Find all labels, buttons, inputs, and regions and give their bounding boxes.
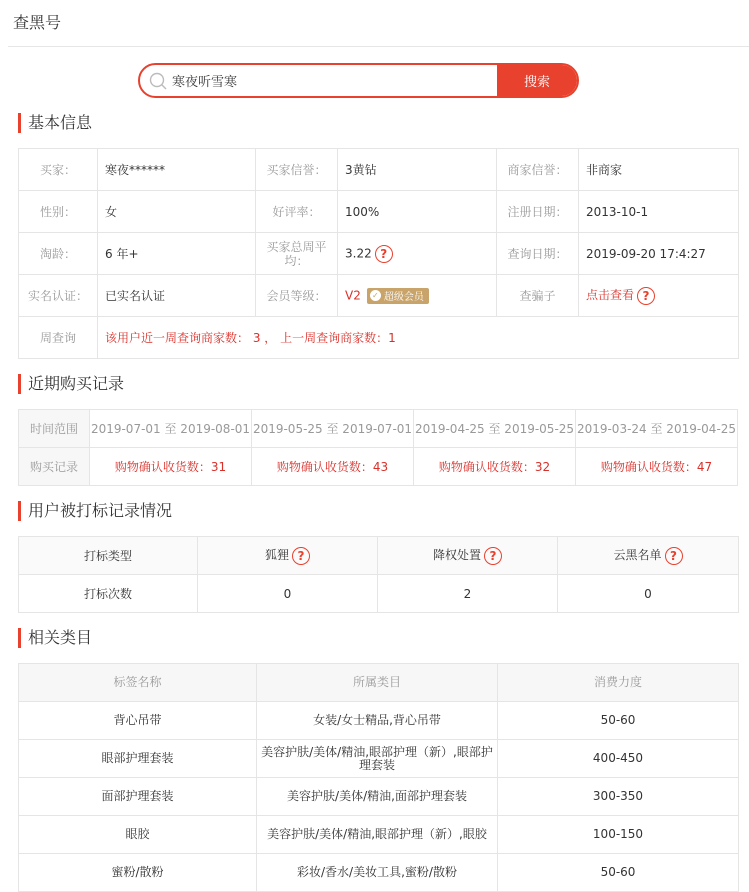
buyer-credit-label: 买家信誉： xyxy=(256,149,338,191)
mark-value-demote: 2 xyxy=(378,575,558,613)
reg-date-value: 2013-10-1 xyxy=(579,191,739,233)
range-cell: 2019-05-25 至 2019-07-01 xyxy=(252,410,414,448)
category-tag: 眼部护理套装 xyxy=(19,740,257,778)
mark-header-text: 狐狸 xyxy=(264,548,289,563)
member-badge-text: 超级会员 xyxy=(383,292,424,303)
range-cell: 2019-07-01 至 2019-08-01 xyxy=(90,410,252,448)
basic-info-table xyxy=(18,148,739,359)
age-value: 6 年+ xyxy=(98,233,256,275)
category-spend: 300-350 xyxy=(498,778,739,816)
category-spend: 50-60 xyxy=(498,702,739,740)
table-row xyxy=(19,816,739,854)
mark-header: 打标类型 xyxy=(19,537,198,575)
table-row xyxy=(19,854,739,892)
scam-cell xyxy=(579,275,739,317)
praise-label: 好评率： xyxy=(256,191,338,233)
section-title-recent: 近期购买记录 xyxy=(18,374,124,394)
search-icon xyxy=(140,65,170,96)
mark-header-blacklist xyxy=(558,537,739,575)
category-spend: 50-60 xyxy=(498,854,739,892)
check-icon: ✓ xyxy=(370,290,381,301)
gender-label: 性别： xyxy=(19,191,98,233)
help-icon[interactable]: ? xyxy=(637,287,655,305)
buyer-credit-value: 3黄钻 xyxy=(338,149,497,191)
scam-check-label: 查骗子 xyxy=(497,275,579,317)
range-label: 时间范围 xyxy=(19,410,90,448)
range-cell: 2019-03-24 至 2019-04-25 xyxy=(576,410,738,448)
scam-check-link[interactable]: 点击查看 xyxy=(586,288,635,303)
category-path: 彩妆/香水/美妆工具,蜜粉/散粉 xyxy=(257,854,498,892)
mark-record-table xyxy=(18,536,739,613)
section-title-category: 相关类目 xyxy=(18,628,92,648)
page-title: 查黑号 xyxy=(13,13,62,32)
search-button[interactable]: 搜索 xyxy=(497,65,577,96)
search-bar xyxy=(138,63,579,98)
category-header: 标签名称 xyxy=(19,664,257,702)
category-path: 美容护肤/美体/精油,眼部护理（新）,眼胶 xyxy=(257,816,498,854)
header-divider xyxy=(8,46,749,47)
help-icon[interactable]: ? xyxy=(375,245,393,263)
week-query-value: 该用户近一周查询商家数： 3 ， 上一周查询商家数：1 xyxy=(98,317,739,359)
member-cell xyxy=(338,275,497,317)
age-label: 淘龄： xyxy=(19,233,98,275)
query-date-value: 2019-09-20 17:4:27 xyxy=(579,233,739,275)
table-row xyxy=(19,778,739,816)
record-cell: 购物确认收货数：47 xyxy=(576,448,738,486)
gender-value: 女 xyxy=(98,191,256,233)
category-path: 美容护肤/美体/精油,面部护理套装 xyxy=(257,778,498,816)
category-header: 消费力度 xyxy=(498,664,739,702)
range-cell: 2019-04-25 至 2019-05-25 xyxy=(414,410,576,448)
mark-value-blacklist: 0 xyxy=(558,575,739,613)
table-row xyxy=(19,740,739,778)
praise-value: 100% xyxy=(338,191,497,233)
category-path: 美容护肤/美体/精油,眼部护理（新）,眼部护理套装 xyxy=(257,740,498,778)
member-level: V2 xyxy=(345,288,361,302)
query-date-label: 查询日期： xyxy=(497,233,579,275)
category-header: 所属类目 xyxy=(257,664,498,702)
buyer-label: 买家： xyxy=(19,149,98,191)
mark-header-text: 降权处置 xyxy=(432,548,481,563)
category-tag: 面部护理套装 xyxy=(19,778,257,816)
weekly-avg-value: 3.22 xyxy=(345,246,372,260)
seller-credit-label: 商家信誉： xyxy=(497,149,579,191)
weekly-avg-cell xyxy=(338,233,497,275)
category-table xyxy=(18,663,739,892)
category-tag: 蜜粉/散粉 xyxy=(19,854,257,892)
seller-credit-value: 非商家 xyxy=(579,149,739,191)
help-icon[interactable]: ? xyxy=(484,547,502,565)
record-cell: 购物确认收货数：32 xyxy=(414,448,576,486)
buyer-value: 寒夜****** xyxy=(98,149,256,191)
mark-value-fox: 0 xyxy=(198,575,378,613)
category-tag: 背心吊带 xyxy=(19,702,257,740)
realname-value: 已实名认证 xyxy=(98,275,256,317)
record-cell: 购物确认收货数：31 xyxy=(90,448,252,486)
reg-date-label: 注册日期： xyxy=(497,191,579,233)
help-icon[interactable]: ? xyxy=(665,547,683,565)
member-label: 会员等级： xyxy=(256,275,338,317)
record-label: 购买记录 xyxy=(19,448,90,486)
weekly-avg-label: 买家总周平均： xyxy=(256,233,338,275)
help-icon[interactable]: ? xyxy=(292,547,310,565)
search-input[interactable] xyxy=(170,65,497,96)
mark-header-text: 云黑名单 xyxy=(613,548,662,563)
mark-header-fox xyxy=(198,537,378,575)
section-title-mark: 用户被打标记录情况 xyxy=(18,501,172,521)
category-tag: 眼胶 xyxy=(19,816,257,854)
record-cell: 购物确认收货数：43 xyxy=(252,448,414,486)
mark-row-label: 打标次数 xyxy=(19,575,198,613)
recent-purchase-table xyxy=(18,409,738,486)
mark-header-demote xyxy=(378,537,558,575)
section-title-basic: 基本信息 xyxy=(18,113,92,133)
category-path: 女装/女士精品,背心吊带 xyxy=(257,702,498,740)
table-row xyxy=(19,702,739,740)
realname-label: 实名认证： xyxy=(19,275,98,317)
week-query-label: 周查询 xyxy=(19,317,98,359)
category-spend: 400-450 xyxy=(498,740,739,778)
category-spend: 100-150 xyxy=(498,816,739,854)
member-badge xyxy=(367,288,429,304)
